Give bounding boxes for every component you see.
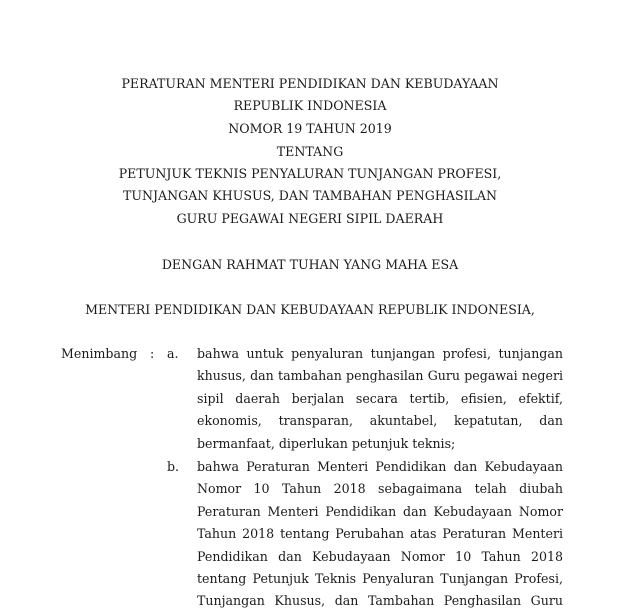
item-a-line-4: ekonomis, transparan, akuntabel, kepatutan, dan bbox=[197, 413, 563, 429]
regulation-title: PERATURAN MENTERI PENDIDIKAN DAN KEBUDAYAAN bbox=[121, 76, 499, 91]
about-heading: TENTANG bbox=[276, 144, 344, 159]
item-b-line-1: bahwa Peraturan Menteri Pendidikan dan Kebudayaan bbox=[197, 459, 563, 474]
invocation: DENGAN RAHMAT TUHAN YANG MAHA ESA bbox=[161, 257, 459, 272]
republic-title: REPUBLIK INDONESIA bbox=[233, 98, 387, 113]
item-letter-b: b. bbox=[167, 459, 180, 474]
considering-separator: : bbox=[150, 346, 155, 361]
item-b-line-5: Pendidikan dan Kebudayaan Nomor 10 Tahun 2018 bbox=[197, 548, 563, 564]
considering-label: Menimbang bbox=[61, 346, 138, 361]
item-b-line-4: Tahun 2018 tentang Perubahan atas Peraturan Menteri bbox=[197, 526, 563, 542]
item-b-line-3: Peraturan Menteri Pendidikan dan Kebudayaan Nomor bbox=[197, 503, 563, 519]
item-a-line-5: bermanfaat, diperlukan petunjuk teknis; bbox=[197, 435, 456, 451]
minister-line: MENTERI PENDIDIKAN DAN KEBUDAYAAN REPUBLIK INDONESIA, bbox=[85, 302, 535, 317]
item-a-line-1: bahwa untuk penyaluran tunjangan profesi, tunjangan bbox=[197, 346, 563, 361]
item-b-line-6: tentang Petunjuk Teknis Penyaluran Tunjangan Profesi, bbox=[197, 570, 563, 586]
item-a-line-3: sipil daerah berjalan secara tertib, efisien, efektif, bbox=[197, 390, 563, 406]
regulation-number: NOMOR 19 TAHUN 2019 bbox=[228, 121, 392, 136]
item-letter-a: a. bbox=[167, 346, 179, 361]
subject-line-2: TUNJANGAN KHUSUS, DAN TAMBAHAN PENGHASILAN bbox=[122, 188, 498, 203]
item-a-line-2: khusus, dan tambahan penghasilan Guru pegawai negeri bbox=[197, 368, 563, 384]
considering-item-b bbox=[197, 456, 563, 613]
subject-line-1: PETUNJUK TEKNIS PENYALURAN TUNJANGAN PROFESI, bbox=[118, 166, 502, 181]
item-b-line-2: Nomor 10 Tahun 2018 sebagaimana telah diubah bbox=[197, 481, 563, 497]
subject-line-3: GURU PEGAWAI NEGERI SIPIL DAERAH bbox=[176, 211, 444, 226]
considering-item-a bbox=[197, 343, 563, 455]
item-b-line-7: Tunjangan Khusus, dan Tambahan Penghasilan Guru bbox=[197, 593, 563, 609]
